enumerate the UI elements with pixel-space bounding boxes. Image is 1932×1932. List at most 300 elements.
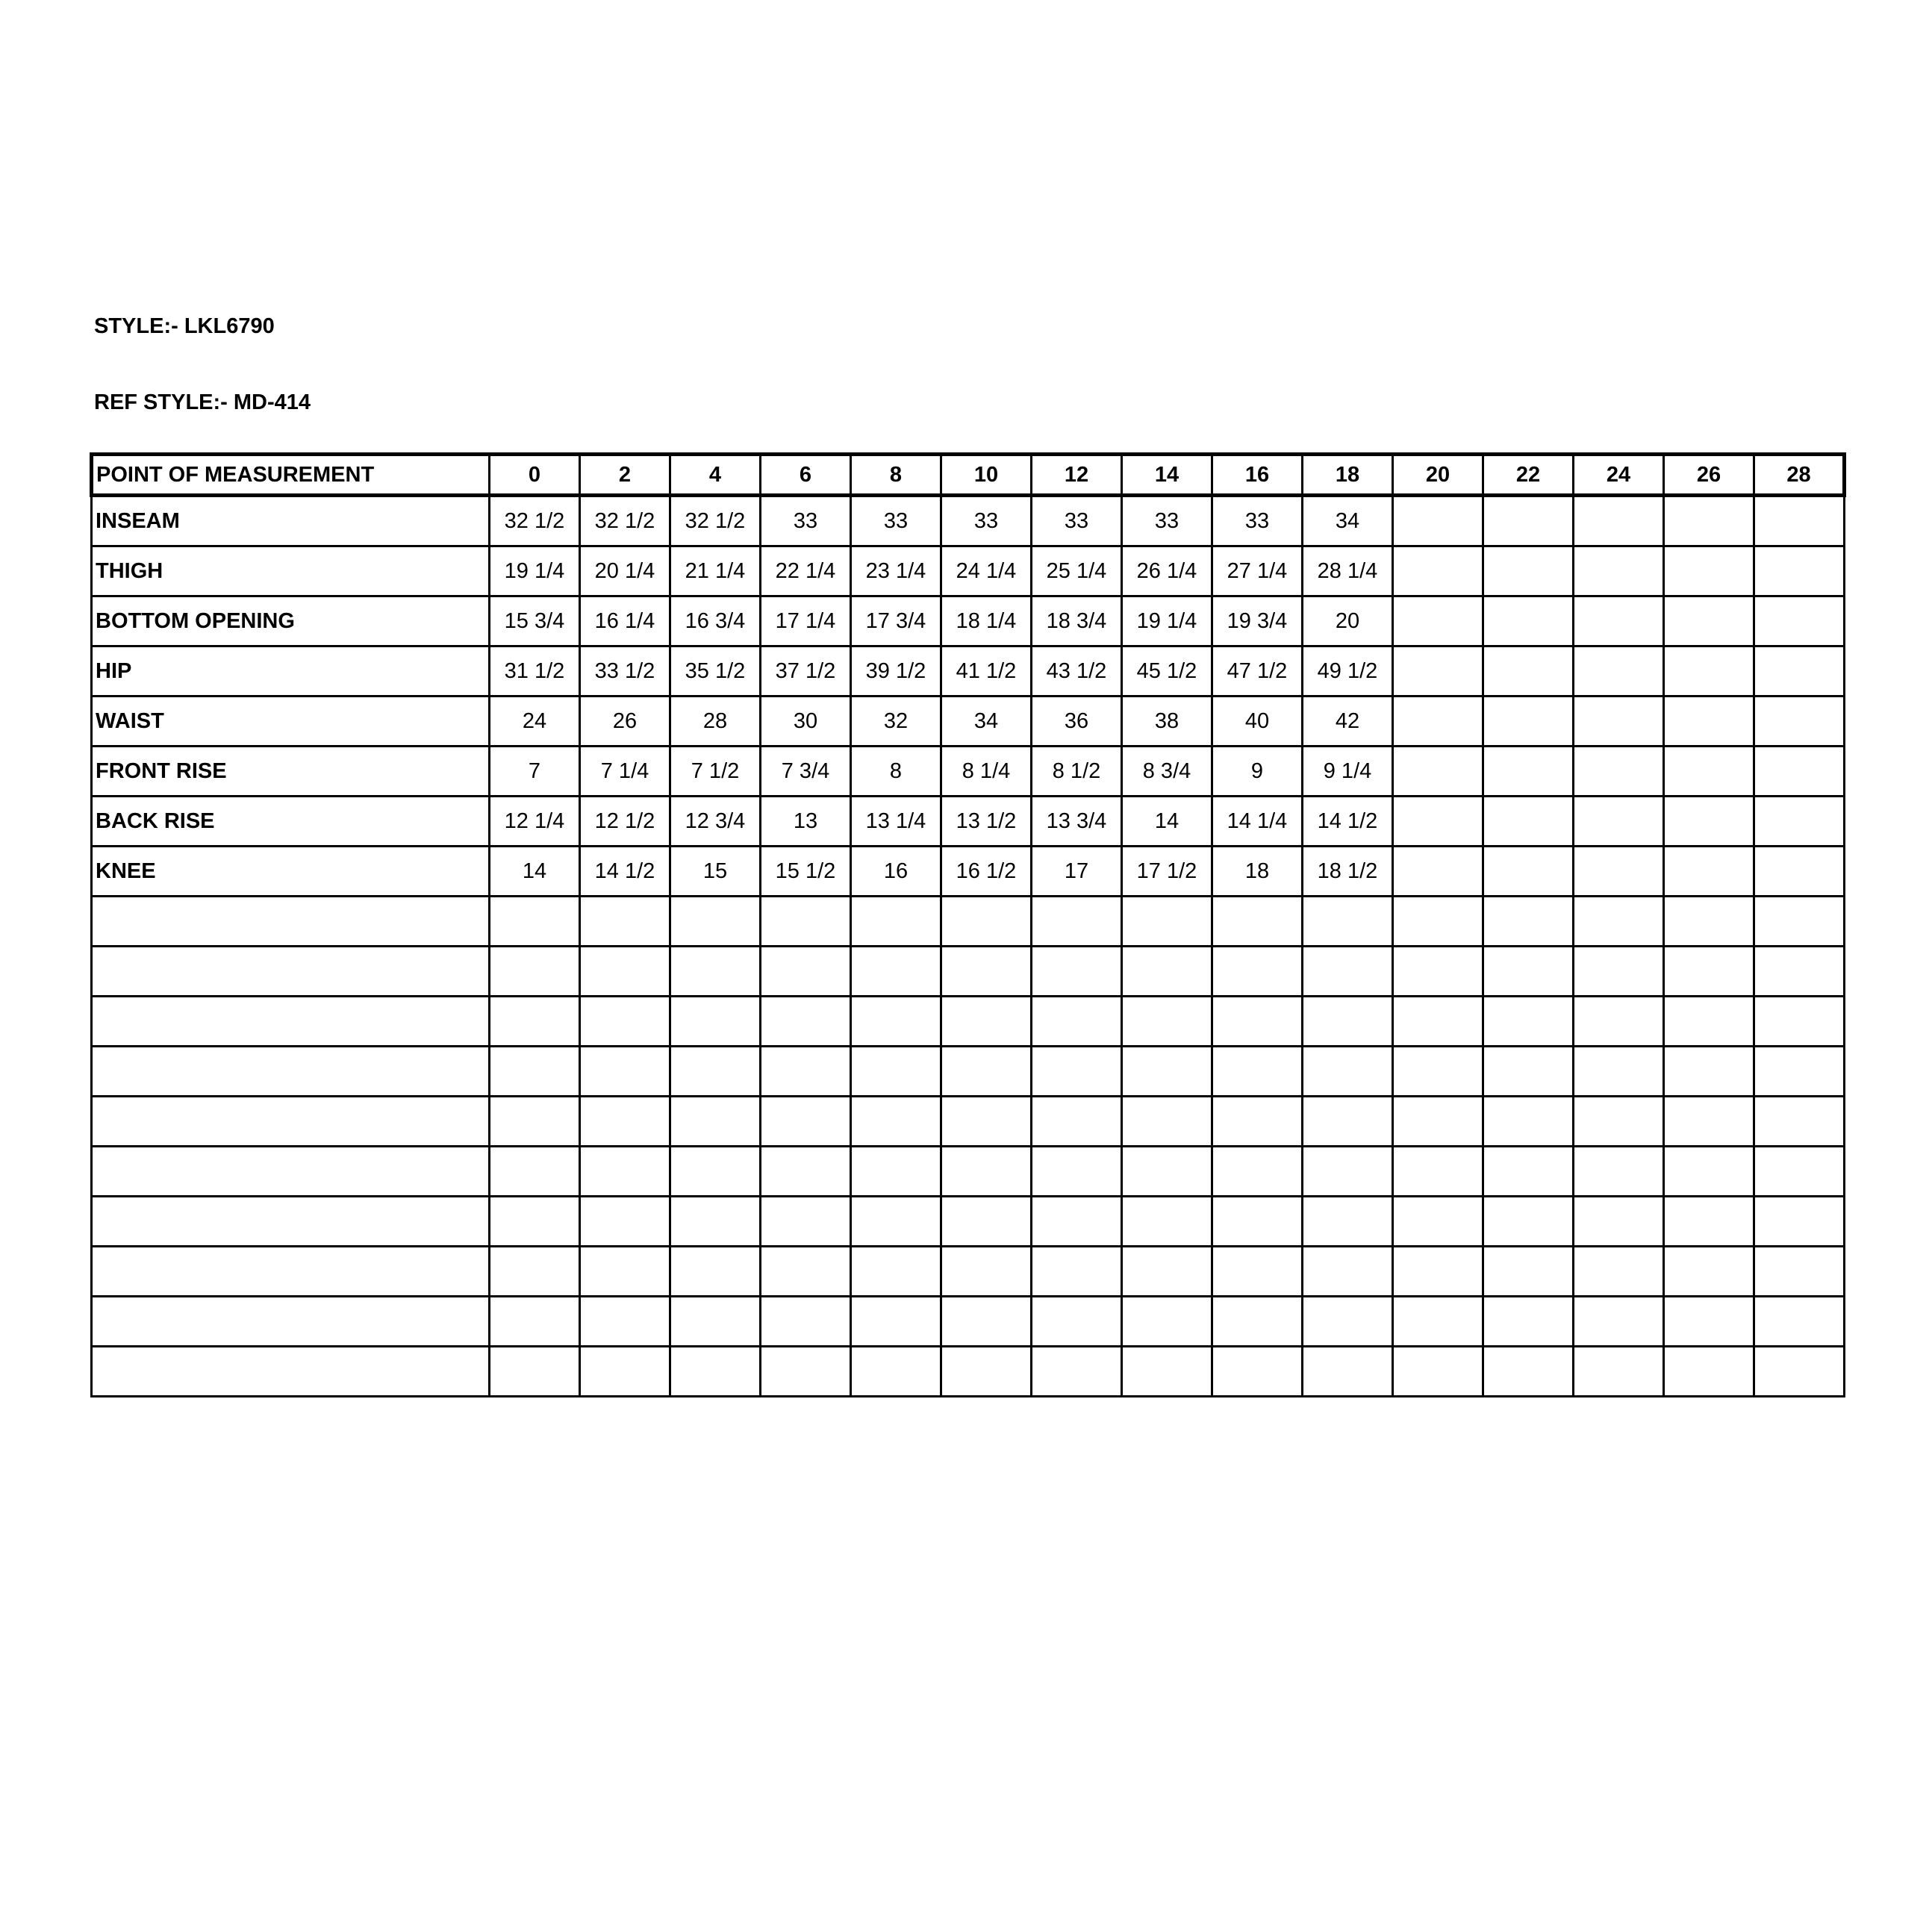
- measurement-value: 21 1/4: [670, 546, 761, 596]
- measurement-value: [1393, 1297, 1483, 1347]
- header-row: [92, 455, 1845, 496]
- measurement-value: 32 1/2: [580, 496, 670, 546]
- measurement-value: [851, 1347, 941, 1397]
- measurement-value: [580, 1347, 670, 1397]
- measurement-value: [1754, 1247, 1845, 1297]
- measurement-value: [1574, 797, 1664, 847]
- measurement-value: 20 1/4: [580, 546, 670, 596]
- measurement-value: [1393, 1197, 1483, 1247]
- measurement-value: [761, 897, 851, 947]
- measurement-value: 18 3/4: [1032, 596, 1122, 646]
- measurement-value: [1483, 897, 1574, 947]
- measurement-name: FRONT RISE: [92, 747, 490, 797]
- measurement-value: 26: [580, 697, 670, 747]
- measurement-value: [670, 1247, 761, 1297]
- measurement-value: [1754, 1197, 1845, 1247]
- measurement-value: [670, 1097, 761, 1147]
- measurement-name: INSEAM: [92, 496, 490, 546]
- measurement-value: 35 1/2: [670, 646, 761, 697]
- size-header: 26: [1664, 455, 1754, 496]
- measurement-name: [92, 997, 490, 1047]
- measurement-name: BACK RISE: [92, 797, 490, 847]
- measurement-value: [670, 1147, 761, 1197]
- measurement-value: [761, 1297, 851, 1347]
- measurement-value: 9 1/4: [1303, 747, 1393, 797]
- measurement-value: 19 3/4: [1212, 596, 1303, 646]
- measurement-value: [1754, 697, 1845, 747]
- measurement-value: [761, 1347, 851, 1397]
- measurement-value: [670, 1297, 761, 1347]
- measurement-value: 14 1/4: [1212, 797, 1303, 847]
- measurement-value: [851, 1097, 941, 1147]
- measurement-value: [580, 1047, 670, 1097]
- measurement-value: [1574, 1297, 1664, 1347]
- measurement-value: 33: [1212, 496, 1303, 546]
- measurement-value: [1303, 1247, 1393, 1297]
- measurement-value: [1032, 897, 1122, 947]
- measurement-value: [1393, 1347, 1483, 1397]
- measurement-value: [1574, 897, 1664, 947]
- measurement-value: [1754, 747, 1845, 797]
- measurement-value: [1393, 1247, 1483, 1297]
- measurement-value: [761, 997, 851, 1047]
- measurement-value: 30: [761, 697, 851, 747]
- measurement-value: [1574, 747, 1664, 797]
- size-header: 8: [851, 455, 941, 496]
- measurement-value: [580, 947, 670, 997]
- measurement-value: [1212, 1347, 1303, 1397]
- measurement-name: KNEE: [92, 847, 490, 897]
- measurement-value: [1212, 997, 1303, 1047]
- measurement-value: 12 3/4: [670, 797, 761, 847]
- measurement-value: 8 1/4: [941, 747, 1032, 797]
- measurement-value: [1122, 897, 1212, 947]
- measurement-value: [1212, 1097, 1303, 1147]
- measurement-value: [1574, 596, 1664, 646]
- measurement-value: 41 1/2: [941, 646, 1032, 697]
- measurement-value: [941, 1047, 1032, 1097]
- measurement-value: [1754, 847, 1845, 897]
- size-header: 2: [580, 455, 670, 496]
- measurement-value: 7 1/4: [580, 747, 670, 797]
- table-row: [92, 997, 1845, 1047]
- measurement-value: [1664, 1197, 1754, 1247]
- measurement-value: 28 1/4: [1303, 546, 1393, 596]
- measurement-value: [1754, 546, 1845, 596]
- measurement-value: 16 3/4: [670, 596, 761, 646]
- measurement-value: [1122, 1197, 1212, 1247]
- measurement-value: [1664, 797, 1754, 847]
- measurement-value: [1393, 697, 1483, 747]
- measurement-value: [1393, 897, 1483, 947]
- measurement-name: [92, 1247, 490, 1297]
- measurement-value: [1483, 997, 1574, 1047]
- measurement-value: [1212, 1197, 1303, 1247]
- measurement-value: [1122, 1097, 1212, 1147]
- measurement-value: [490, 1347, 580, 1397]
- measurement-value: [1483, 1297, 1574, 1347]
- measurement-value: [490, 1147, 580, 1197]
- measurement-value: [1393, 1147, 1483, 1197]
- measurement-value: 17 3/4: [851, 596, 941, 646]
- measurement-value: [1664, 496, 1754, 546]
- measurement-value: 45 1/2: [1122, 646, 1212, 697]
- measurement-value: 18: [1212, 847, 1303, 897]
- size-header: 18: [1303, 455, 1393, 496]
- measurement-value: [851, 1047, 941, 1097]
- measurement-value: [580, 1297, 670, 1347]
- measurement-value: [1303, 897, 1393, 947]
- measurement-value: [580, 897, 670, 947]
- measurement-value: 13 1/2: [941, 797, 1032, 847]
- measurement-value: 15: [670, 847, 761, 897]
- measurement-value: 24: [490, 697, 580, 747]
- measurement-value: [670, 1047, 761, 1097]
- measurement-value: [1574, 1147, 1664, 1197]
- measurement-name: [92, 1147, 490, 1197]
- measurement-value: [1303, 1097, 1393, 1147]
- measurement-value: [1122, 1047, 1212, 1097]
- measurement-value: 7 3/4: [761, 747, 851, 797]
- measurement-value: [761, 1247, 851, 1297]
- table-row: [92, 1197, 1845, 1247]
- table-row: [92, 897, 1845, 947]
- measurement-value: 16 1/4: [580, 596, 670, 646]
- size-header: 28: [1754, 455, 1845, 496]
- measurement-value: [1393, 997, 1483, 1047]
- measurement-value: [1483, 496, 1574, 546]
- measurement-value: [1483, 947, 1574, 997]
- measurement-value: 12 1/4: [490, 797, 580, 847]
- measurement-name: [92, 1347, 490, 1397]
- ref-style-number: REF STYLE:- MD-414: [94, 390, 311, 414]
- table-row: [92, 546, 1845, 596]
- measurement-value: 8: [851, 747, 941, 797]
- point-of-measurement-header: POINT OF MEASUREMENT: [92, 455, 490, 496]
- measurement-value: [1032, 1197, 1122, 1247]
- measurement-value: [1754, 1047, 1845, 1097]
- measurement-value: [1664, 997, 1754, 1047]
- measurement-value: [1664, 596, 1754, 646]
- measurement-value: [1754, 797, 1845, 847]
- measurement-name: [92, 1197, 490, 1247]
- measurement-value: 13: [761, 797, 851, 847]
- measurement-value: 37 1/2: [761, 646, 851, 697]
- measurement-name: THIGH: [92, 546, 490, 596]
- measurement-value: 49 1/2: [1303, 646, 1393, 697]
- measurement-value: [1122, 1147, 1212, 1197]
- measurement-value: 8 3/4: [1122, 747, 1212, 797]
- size-header: 10: [941, 455, 1032, 496]
- measurement-value: [1574, 1247, 1664, 1297]
- measurement-value: [1483, 847, 1574, 897]
- measurement-value: [1303, 1047, 1393, 1097]
- measurement-value: [1483, 747, 1574, 797]
- measurement-value: [580, 1147, 670, 1197]
- measurement-value: [1303, 1197, 1393, 1247]
- measurement-value: 24 1/4: [941, 546, 1032, 596]
- measurement-value: [670, 1197, 761, 1247]
- measurement-value: [580, 1247, 670, 1297]
- measurement-value: 28: [670, 697, 761, 747]
- measurement-value: [1664, 747, 1754, 797]
- measurement-value: [1754, 1147, 1845, 1197]
- measurement-value: [851, 1297, 941, 1347]
- measurement-value: [490, 1297, 580, 1347]
- measurement-name: WAIST: [92, 697, 490, 747]
- measurement-value: [1122, 1297, 1212, 1347]
- table-row: [92, 1247, 1845, 1297]
- measurement-value: [1664, 947, 1754, 997]
- measurement-value: 33: [941, 496, 1032, 546]
- measurement-value: 7 1/2: [670, 747, 761, 797]
- measurement-value: [761, 1047, 851, 1097]
- size-header: 4: [670, 455, 761, 496]
- measurement-value: 33: [761, 496, 851, 546]
- measurement-value: [580, 1097, 670, 1147]
- measurement-value: [1574, 847, 1664, 897]
- measurement-value: 13 1/4: [851, 797, 941, 847]
- measurement-value: [1483, 1347, 1574, 1397]
- measurement-value: [1122, 997, 1212, 1047]
- measurement-value: 33: [851, 496, 941, 546]
- measurement-value: [1393, 596, 1483, 646]
- measurement-value: [1483, 797, 1574, 847]
- measurement-value: 38: [1122, 697, 1212, 747]
- measurement-value: [1664, 847, 1754, 897]
- measurement-value: 9: [1212, 747, 1303, 797]
- table-row: [92, 697, 1845, 747]
- measurement-value: 32 1/2: [670, 496, 761, 546]
- table-body: [92, 496, 1845, 1397]
- measurement-value: [1212, 1047, 1303, 1097]
- measurement-value: 33: [1122, 496, 1212, 546]
- measurement-value: [1393, 496, 1483, 546]
- measurement-value: [1303, 1147, 1393, 1197]
- measurement-value: [1574, 997, 1664, 1047]
- measurement-value: [1664, 1097, 1754, 1147]
- measurement-value: [1212, 1147, 1303, 1197]
- measurement-value: [1664, 697, 1754, 747]
- measurement-name: [92, 1297, 490, 1347]
- measurement-value: 39 1/2: [851, 646, 941, 697]
- measurement-value: [1483, 1097, 1574, 1147]
- measurement-value: [941, 1297, 1032, 1347]
- measurement-value: 47 1/2: [1212, 646, 1303, 697]
- measurement-value: [1483, 1247, 1574, 1297]
- measurement-value: 15 3/4: [490, 596, 580, 646]
- measurement-value: 40: [1212, 697, 1303, 747]
- measurement-value: [1032, 1097, 1122, 1147]
- measurement-value: [1393, 646, 1483, 697]
- measurement-value: [1754, 1347, 1845, 1397]
- measurement-value: [1212, 947, 1303, 997]
- measurement-value: [941, 1197, 1032, 1247]
- size-header: 24: [1574, 455, 1664, 496]
- measurement-value: 7: [490, 747, 580, 797]
- measurement-value: [851, 1247, 941, 1297]
- table-row: [92, 797, 1845, 847]
- measurement-value: [851, 947, 941, 997]
- measurement-value: 33 1/2: [580, 646, 670, 697]
- measurement-value: 18 1/4: [941, 596, 1032, 646]
- measurement-value: 14: [490, 847, 580, 897]
- measurement-value: 26 1/4: [1122, 546, 1212, 596]
- measurement-value: [1664, 1347, 1754, 1397]
- measurement-value: [1483, 697, 1574, 747]
- measurement-value: [1754, 1097, 1845, 1147]
- measurement-value: 12 1/2: [580, 797, 670, 847]
- measurement-value: 15 1/2: [761, 847, 851, 897]
- measurement-value: [670, 947, 761, 997]
- measurement-value: [1664, 897, 1754, 947]
- measurement-value: [851, 1197, 941, 1247]
- measurement-value: [761, 947, 851, 997]
- table-row: [92, 947, 1845, 997]
- size-header: 16: [1212, 455, 1303, 496]
- measurement-value: 22 1/4: [761, 546, 851, 596]
- measurement-value: [1303, 1297, 1393, 1347]
- measurement-value: [1664, 546, 1754, 596]
- measurement-value: [670, 1347, 761, 1397]
- measurement-value: [1483, 646, 1574, 697]
- measurement-value: [670, 997, 761, 1047]
- measurement-value: 27 1/4: [1212, 546, 1303, 596]
- measurement-value: [1574, 1097, 1664, 1147]
- table-row: [92, 1147, 1845, 1197]
- measurement-value: [580, 1197, 670, 1247]
- measurement-value: 31 1/2: [490, 646, 580, 697]
- measurement-value: [1032, 1297, 1122, 1347]
- measurement-value: [1032, 1247, 1122, 1297]
- measurement-value: 43 1/2: [1032, 646, 1122, 697]
- measurement-value: 34: [941, 697, 1032, 747]
- measurement-value: [851, 897, 941, 947]
- measurement-value: [490, 997, 580, 1047]
- measurement-value: [1212, 897, 1303, 947]
- table-row: [92, 847, 1845, 897]
- measurement-value: 16: [851, 847, 941, 897]
- size-header: 14: [1122, 455, 1212, 496]
- table-row: [92, 646, 1845, 697]
- measurement-name: [92, 897, 490, 947]
- measurement-value: 19 1/4: [1122, 596, 1212, 646]
- measurement-value: [1754, 1297, 1845, 1347]
- measurement-value: 8 1/2: [1032, 747, 1122, 797]
- measurement-value: [941, 947, 1032, 997]
- measurement-value: [941, 997, 1032, 1047]
- measurement-value: [1212, 1297, 1303, 1347]
- measurement-name: BOTTOM OPENING: [92, 596, 490, 646]
- measurement-value: [1483, 1197, 1574, 1247]
- measurement-value: [490, 1197, 580, 1247]
- measurement-value: 34: [1303, 496, 1393, 546]
- measurement-value: [761, 1197, 851, 1247]
- measurement-name: [92, 1047, 490, 1097]
- measurement-value: [1664, 1297, 1754, 1347]
- measurement-value: [490, 897, 580, 947]
- measurement-table: [90, 452, 1846, 1397]
- measurement-value: [851, 1147, 941, 1197]
- measurement-value: 23 1/4: [851, 546, 941, 596]
- size-header: 6: [761, 455, 851, 496]
- measurement-value: [1664, 1247, 1754, 1297]
- measurement-name: [92, 947, 490, 997]
- measurement-value: [1754, 596, 1845, 646]
- measurement-value: [490, 1247, 580, 1297]
- measurement-value: [1664, 1047, 1754, 1097]
- measurement-value: [1032, 1047, 1122, 1097]
- measurement-value: [941, 1097, 1032, 1147]
- measurement-value: [1032, 1347, 1122, 1397]
- measurement-value: [1032, 1147, 1122, 1197]
- table-row: [92, 1297, 1845, 1347]
- measurement-value: [1393, 797, 1483, 847]
- measurement-value: [1483, 1147, 1574, 1197]
- measurement-value: [1574, 947, 1664, 997]
- measurement-value: 19 1/4: [490, 546, 580, 596]
- measurement-value: 20: [1303, 596, 1393, 646]
- measurement-value: [941, 1247, 1032, 1297]
- measurement-value: 14: [1122, 797, 1212, 847]
- measurement-value: [1483, 596, 1574, 646]
- measurement-value: [1574, 646, 1664, 697]
- measurement-value: [670, 897, 761, 947]
- measurement-value: 17: [1032, 847, 1122, 897]
- measurement-value: [1393, 546, 1483, 596]
- measurement-value: [941, 897, 1032, 947]
- measurement-value: [761, 1147, 851, 1197]
- measurement-value: [1483, 546, 1574, 596]
- measurement-value: [1574, 546, 1664, 596]
- table-row: [92, 747, 1845, 797]
- size-header: 20: [1393, 455, 1483, 496]
- measurement-value: 17 1/2: [1122, 847, 1212, 897]
- table-row: [92, 596, 1845, 646]
- measurement-value: [490, 947, 580, 997]
- measurement-value: 14 1/2: [1303, 797, 1393, 847]
- measurement-value: 33: [1032, 496, 1122, 546]
- measurement-value: [1303, 947, 1393, 997]
- measurement-name: [92, 1097, 490, 1147]
- measurement-value: 18 1/2: [1303, 847, 1393, 897]
- measurement-value: [1574, 697, 1664, 747]
- table-row: [92, 1047, 1845, 1097]
- measurement-value: [1393, 947, 1483, 997]
- measurement-value: [941, 1147, 1032, 1197]
- measurement-value: [1032, 947, 1122, 997]
- measurement-value: [490, 1097, 580, 1147]
- size-header: 12: [1032, 455, 1122, 496]
- measurement-value: [1574, 1197, 1664, 1247]
- measurement-value: [761, 1097, 851, 1147]
- measurement-value: [1122, 947, 1212, 997]
- measurement-value: [1754, 947, 1845, 997]
- measurement-value: 32: [851, 697, 941, 747]
- measurement-value: [1754, 997, 1845, 1047]
- table-row: [92, 1097, 1845, 1147]
- measurement-value: [1393, 847, 1483, 897]
- measurement-value: 36: [1032, 697, 1122, 747]
- measurement-value: 14 1/2: [580, 847, 670, 897]
- measurement-value: [851, 997, 941, 1047]
- measurement-value: [1574, 1047, 1664, 1097]
- table-row: [92, 496, 1845, 546]
- measurement-value: [1122, 1347, 1212, 1397]
- measurement-value: 32 1/2: [490, 496, 580, 546]
- measurement-value: [1754, 646, 1845, 697]
- measurement-value: [1122, 1247, 1212, 1297]
